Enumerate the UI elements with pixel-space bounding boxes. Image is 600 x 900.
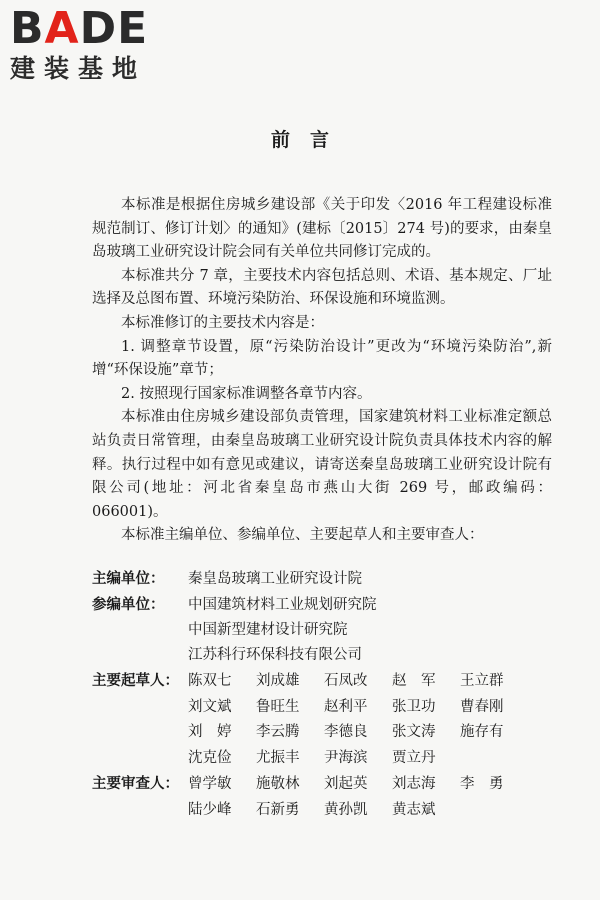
drafter-name: 李云腾 (256, 724, 300, 740)
drafter-name: 尹海滨 (324, 749, 368, 766)
reviewer-name: 黄志斌 (392, 801, 436, 818)
drafter-name: 尤振丰 (256, 749, 300, 766)
drafter-name: 王立群 (460, 673, 504, 689)
reviewer-name: 陆少峰 (188, 801, 232, 818)
preface-body (92, 194, 552, 548)
reviewer-name: 刘起英 (324, 776, 368, 792)
reviewer-name: 黄孙凯 (324, 801, 368, 818)
paragraph-chapters: 本标准共分 7 章，主要技术内容包括总则、术语、基本规定、厂址选择及总图布置、环境污染防治、环保设施和环境监测。 (92, 267, 552, 308)
drafter-name: 刘成雄 (256, 673, 300, 689)
logo-subtitle: 建装基地 (10, 54, 147, 83)
reviewer-name: 施敬林 (256, 776, 300, 792)
reviewer-name: 曾学敏 (188, 776, 232, 792)
participating-unit-name: 中国建筑材料工业规划研究院 (188, 597, 377, 613)
participating-unit-name: 中国新型建材设计研究院 (188, 622, 348, 638)
drafter-name: 张卫功 (392, 698, 436, 715)
chief-unit-row (92, 567, 562, 592)
participating-units-row (92, 593, 562, 668)
drafter-name: 刘文斌 (188, 698, 232, 715)
drafter-name: 赵 军 (392, 673, 436, 689)
drafter-name: 施存有 (460, 724, 504, 740)
logo-wordmark: BADE (10, 3, 149, 54)
contributors-section (92, 567, 562, 824)
participating-units-label: 参编单位： (92, 597, 165, 613)
drafter-name: 贾立丹 (392, 749, 436, 766)
drafters-label: 主要起草人： (92, 673, 179, 689)
drafter-name: 曹春刚 (460, 698, 504, 715)
reviewer-name: 石新勇 (256, 801, 300, 818)
drafter-name: 沈克俭 (188, 749, 232, 766)
bade-logo (10, 3, 180, 84)
chief-unit-label: 主编单位： (92, 571, 165, 587)
reviewer-name: 刘志海 (392, 776, 436, 792)
drafter-name: 刘 婷 (188, 724, 232, 740)
reviewers-list (188, 772, 528, 823)
drafter-name: 李德良 (324, 724, 368, 740)
paragraph-contributors-intro: 本标准主编单位、参编单位、主要起草人和主要审查人： (121, 527, 484, 544)
paragraph-management: 本标准由住房城乡建设部负责管理，国家建筑材料工业标准定额总站负责日常管理，由秦皇岛玻璃工业研究设计院负责具体技术内容的解释。执行过程中如有意见或建议，请寄送秦皇岛玻璃工业研究设计院有限公司(地址：河北省秦皇岛市燕山大街 269 号，邮政编码：066001)。 (92, 409, 552, 520)
drafter-name: 石凤改 (324, 673, 368, 689)
participating-unit-name: 江苏科行环保科技有限公司 (188, 647, 362, 663)
paragraph-revision-item-2: 2. 按照现行国家标准调整各章节内容。 (121, 385, 372, 402)
paragraph-basis: 本标准是根据住房城乡建设部《关于印发〈2016 年工程建设标准规范制订、修订计划〉的通知》(建标〔2015〕274 号)的要求，由秦皇岛玻璃工业研究设计院会同有关单位共同修订完成的。 (92, 197, 552, 261)
drafter-name: 张文涛 (392, 724, 436, 740)
paragraph-revision-item-1: 1. 调整章节设置，原“污染防治设计”更改为“环境污染防治”,新增“环保设施”章节； (92, 338, 552, 379)
chief-unit-name: 秦皇岛玻璃工业研究设计院 (188, 571, 362, 587)
paragraph-revision-intro: 本标准修订的主要技术内容是： (121, 314, 324, 331)
drafters-list (188, 669, 528, 771)
page-title: 前言 (270, 129, 349, 151)
drafters-row (92, 669, 562, 771)
reviewers-row (92, 772, 562, 823)
drafter-name: 陈双七 (188, 673, 232, 689)
drafter-name: 鲁旺生 (256, 698, 300, 715)
drafter-name: 赵利平 (324, 698, 368, 715)
reviewer-name: 李 勇 (460, 776, 504, 792)
reviewers-label: 主要审查人： (92, 776, 179, 792)
